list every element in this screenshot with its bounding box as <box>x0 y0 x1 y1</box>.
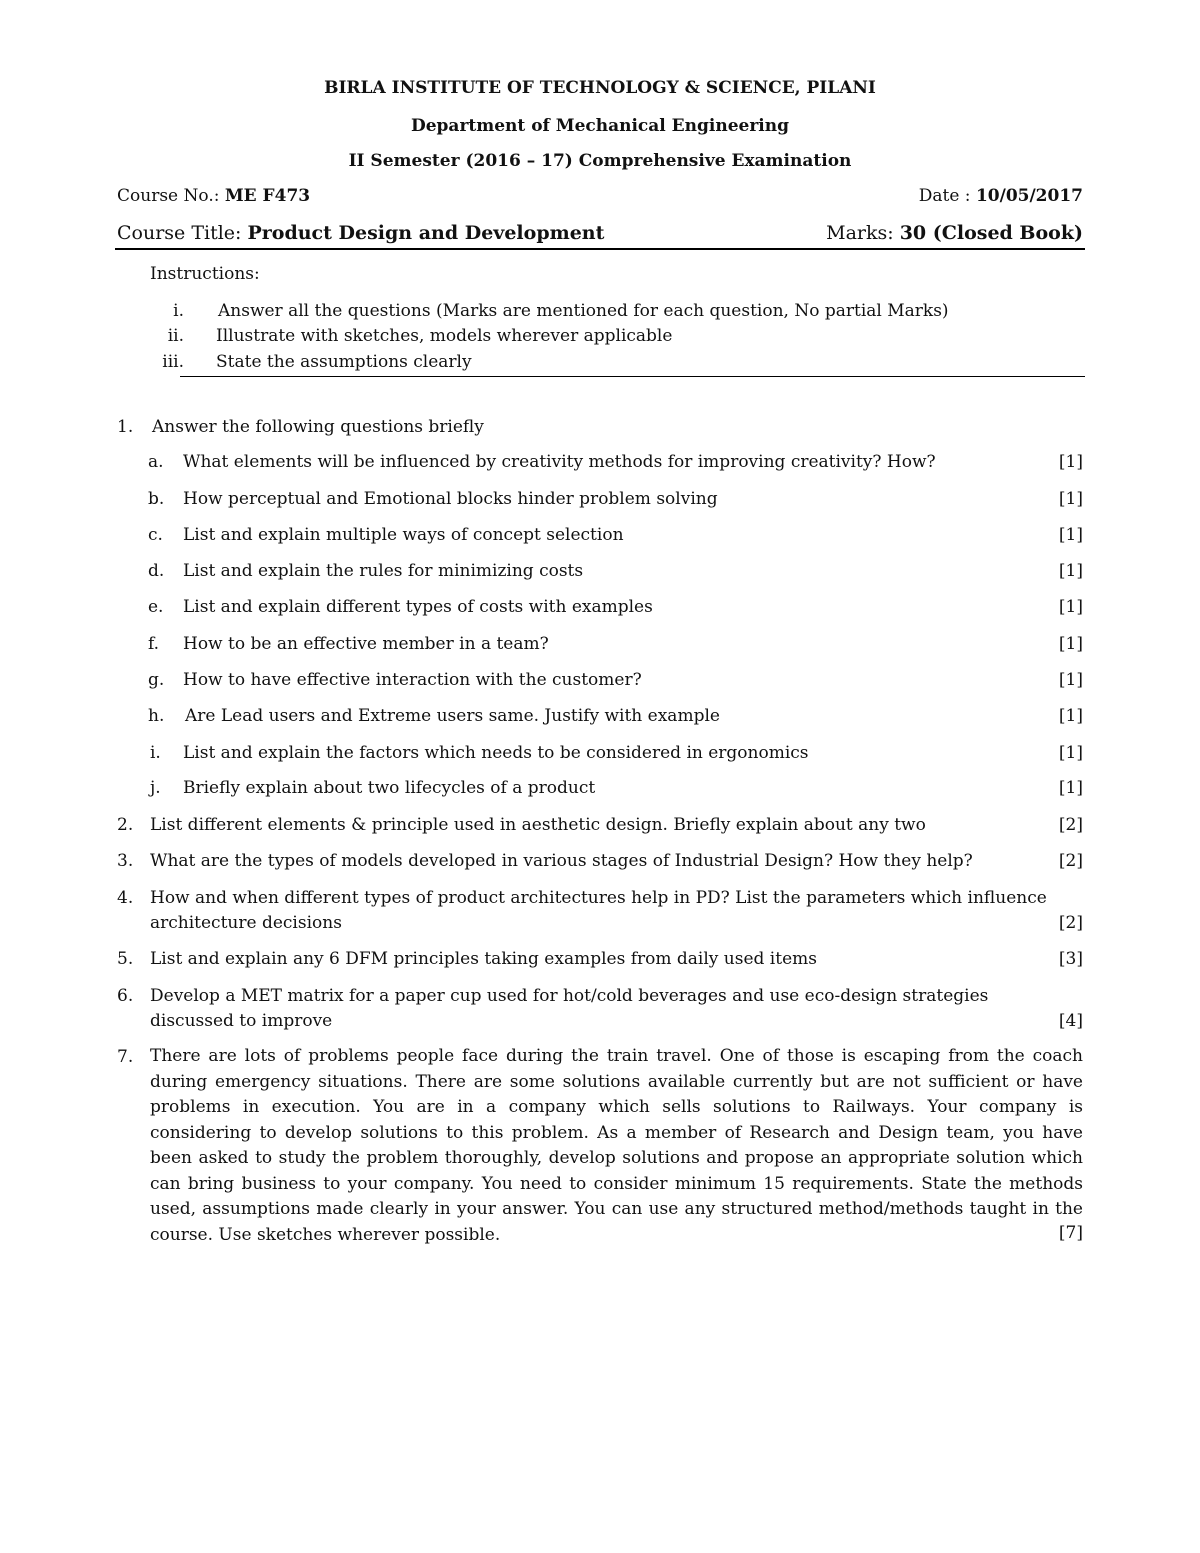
sub-question-marks: [1] <box>1058 778 1083 798</box>
institute-name: BIRLA INSTITUTE OF TECHNOLOGY & SCIENCE, PILANI <box>324 78 876 98</box>
instruction-item: Illustrate with sketches, models wherever applicable <box>216 326 673 346</box>
question-text: List different elements & principle used in aesthetic design. Briefly explain about any two <box>150 815 926 835</box>
sub-question-letter: j. <box>150 778 161 798</box>
question-text: What are the types of models developed in various stages of Industrial Design? How they help? <box>150 851 973 871</box>
question-number: 3. <box>117 851 134 871</box>
sub-question-marks: [1] <box>1058 670 1083 690</box>
instruction-number: i. <box>173 301 184 321</box>
sub-question-letter: f. <box>148 634 160 654</box>
course-title <box>117 222 604 244</box>
sub-question-text: How to be an effective member in a team? <box>183 634 549 654</box>
question-number: 6. <box>117 986 134 1006</box>
question-text-continued: discussed to improve <box>150 1011 333 1031</box>
sub-question-letter: e. <box>148 597 164 617</box>
total-marks-value: 30 (Closed Book) <box>899 222 1083 244</box>
question-marks: [3] <box>1058 949 1083 969</box>
course-title-label: Course Title: <box>117 222 248 244</box>
question-number: 2. <box>117 815 134 835</box>
sub-question-text: List and explain different types of costs with examples <box>183 597 653 617</box>
instruction-item: Answer all the questions (Marks are mentioned for each question, No partial Marks) <box>218 301 949 321</box>
sub-question-marks: [1] <box>1058 634 1083 654</box>
sub-question-text: What elements will be influenced by creativity methods for improving creativity? How? <box>183 452 936 472</box>
header-divider <box>115 248 1085 250</box>
sub-question-text: Are Lead users and Extreme users same. Justify with example <box>185 706 720 726</box>
sub-question-letter: g. <box>148 670 165 690</box>
sub-question-marks: [1] <box>1058 743 1083 763</box>
sub-question-letter: d. <box>148 561 165 581</box>
instructions-divider <box>180 376 1085 377</box>
question-number: 7. <box>117 1047 134 1067</box>
total-marks <box>826 222 1083 244</box>
sub-question-marks: [1] <box>1058 525 1083 545</box>
question-text: List and explain any 6 DFM principles taking examples from daily used items <box>150 949 817 969</box>
sub-question-letter: i. <box>150 743 161 763</box>
question-text: How and when different types of product architectures help in PD? List the parameters which influence <box>150 888 1047 908</box>
exam-date <box>919 186 1083 206</box>
question-text: Develop a MET matrix for a paper cup used for hot/cold beverages and use eco-design strategies <box>150 986 989 1006</box>
sub-question-letter: b. <box>148 489 165 509</box>
sub-question-letter: h. <box>148 706 165 726</box>
sub-question-text: Briefly explain about two lifecycles of a product <box>183 778 596 798</box>
instruction-number: iii. <box>162 352 184 372</box>
question-marks: [2] <box>1058 815 1083 835</box>
instruction-item: State the assumptions clearly <box>216 352 472 372</box>
sub-question-marks: [1] <box>1058 489 1083 509</box>
total-marks-label: Marks: <box>826 222 900 244</box>
question-marks: [2] <box>1058 913 1083 933</box>
sub-question-text: List and explain the rules for minimizing costs <box>183 561 584 581</box>
course-number-value: ME F473 <box>224 186 311 206</box>
sub-question-letter: c. <box>148 525 163 545</box>
question-paragraph <box>150 1044 1083 1248</box>
instruction-number: ii. <box>167 326 184 346</box>
question-marks: [4] <box>1058 1011 1083 1031</box>
exam-date-value: 10/05/2017 <box>975 186 1083 206</box>
course-number <box>117 186 310 206</box>
instructions-heading: Instructions: <box>150 264 260 284</box>
department-name: Department of Mechanical Engineering <box>410 116 789 136</box>
sub-question-marks: [1] <box>1058 597 1083 617</box>
course-number-label: Course No.: <box>117 186 225 206</box>
question-text: Answer the following questions briefly <box>152 417 484 437</box>
question-number: 5. <box>117 949 134 969</box>
sub-question-marks: [1] <box>1058 706 1083 726</box>
sub-question-text: List and explain the factors which needs to be considered in ergonomics <box>183 743 809 763</box>
sub-question-letter: a. <box>148 452 164 472</box>
question-text: There are lots of problems people face during the train travel. One of those is escaping from the coach during emergency situations. There are some solutions available currently but are not sufficient or have problems in execution. You are in a company which sells solutions to Railways. Your company is considering to develop solutions to this problem. As a member of Research and Design team, you have been asked to study the problem thoroughly, develop solutions and propose an appropriate solution which can bring business to your company. You need to consider minimum 15 requirements. State the methods used, assumptions made clearly in your answer. You can use any structured method/methods taught in the course. Use sketches wherever possible. <box>150 1046 1083 1245</box>
question-number: 4. <box>117 888 134 908</box>
question-number: 1. <box>117 417 134 437</box>
exam-date-label: Date : <box>918 186 976 206</box>
sub-question-marks: [1] <box>1058 452 1083 472</box>
exam-title: II Semester (2016 – 17) Comprehensive Examination <box>348 151 852 171</box>
course-title-value: Product Design and Development <box>247 222 605 244</box>
sub-question-marks: [1] <box>1058 561 1083 581</box>
sub-question-text: How to have effective interaction with the customer? <box>183 670 642 690</box>
question-marks: [7] <box>1058 1223 1083 1243</box>
question-marks: [2] <box>1058 851 1083 871</box>
question-text-continued: architecture decisions <box>150 913 342 933</box>
sub-question-text: List and explain multiple ways of concept selection <box>183 525 624 545</box>
sub-question-text: How perceptual and Emotional blocks hinder problem solving <box>183 489 718 509</box>
